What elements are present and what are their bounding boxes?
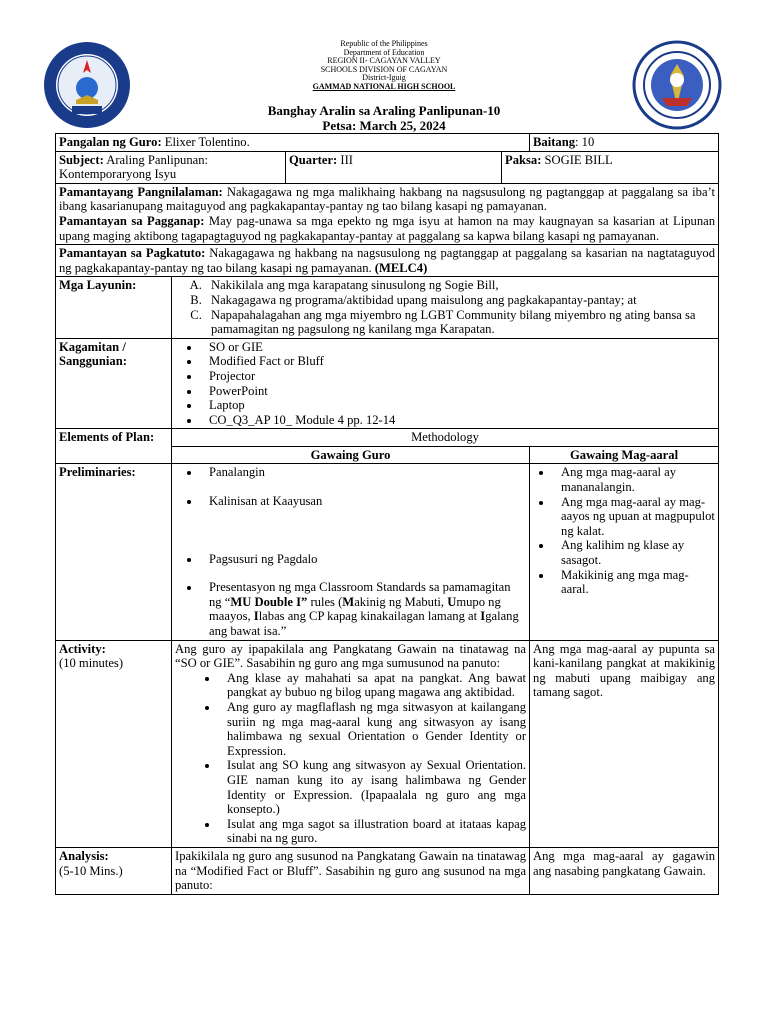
preliminaries-row <box>56 464 719 640</box>
teacher-step: • Kalinisan at Kaayusan <box>201 494 526 509</box>
teacher-step: • Presentasyon ng mga Classroom Standards sa pamamagitan ng “MU Double I” rules (Makinig ng Mabuti, Umupo ng maayos, Ilabas ang CP kapag kinakailagan lamang at Igalang ang bawat isa.” <box>201 580 526 638</box>
analysis-label: Analysis: <box>59 848 109 863</box>
student-step: • Ang mga mag-aaral ay mag-aayos ng upuan at magpupulot ng kalat. <box>553 495 715 539</box>
objective-item: C. Napapahalagahan ang mga miyembro ng LGBT Community bilang miyembro ng ating bansa sa pamamagitan ng pagsulong ng kanilang mga Karapatan. <box>205 308 715 337</box>
learning-competency-row <box>56 245 719 277</box>
student-column-header: Gawaing Mag-aaral <box>530 446 719 464</box>
analysis-time: (5-10 Mins.) <box>59 863 123 878</box>
lesson-plan-table <box>55 133 719 895</box>
teacher-column-header: Gawaing Guro <box>172 446 530 464</box>
activity-step: • Isulat ang SO kung ang sitwasyon ay Sexual Orientation. GIE naman kung ito ay isang halimbawa ng Gender Identity or Expression. (Ipapaalala ng guro ang mga konsepto.) <box>219 758 526 816</box>
elements-label: Elements of Plan: <box>56 429 172 464</box>
activity-row <box>56 640 719 847</box>
analysis-label-cell <box>56 847 172 894</box>
content-standard: Pamantayang Pangnilalaman: Nakagagawa ng mga malikhaing hakbang na nagsusulong ng pagtanggap at paggalang sa iba’t ibang kasarianupang maitaguyod ang pagkakapantay-pantay ng tao bilang kasapi ng pamayanan. <box>59 184 716 214</box>
activity-student-cell: Ang mga mag-aaral ay pupunta sa kani-kanilang pangkat at makikinig ng mabuti upang maibigay ang tamang sagot. <box>530 640 719 847</box>
preliminaries-student-cell <box>530 464 719 640</box>
activity-step: • Ang klase ay mahahati sa apat na pangkat. Ang bawat pangkat ay bubuo ng bilog upang magawa ang aktibidad. <box>219 671 526 700</box>
topic-cell: Paksa: SOGIE BILL <box>502 151 719 183</box>
performance-standard: Pamantayan sa Pagganap: May pag-unawa sa mga epekto ng mga isyu at hamon na may kaugnayan sa kasarian at Lipunan upang maging aktibong tagapagtaguyod ng pagkakapantay-pantay at paggalang sa kapwa bilang kasapi ng pamayanan. <box>59 213 716 243</box>
analysis-student-cell: Ang mga mag-aaral ay gagawin ang nasabing pangkatang Gawain. <box>530 847 719 894</box>
teacher-step: • Pagsusuri ng Pagdalo <box>201 552 526 567</box>
methodology-label: Methodology <box>172 429 719 447</box>
material-item: • PowerPoint <box>201 384 715 399</box>
preliminaries-student-list <box>533 465 715 596</box>
header-line: REGION II- CAGAYAN VALLEY <box>327 56 441 65</box>
material-item: • CO_Q3_AP 10_ Module 4 pp. 12-14 <box>201 413 715 428</box>
activity-label-cell <box>56 640 172 847</box>
subject-row <box>56 151 719 183</box>
document-title: Banghay Aralin sa Araling Panlipunan-10 <box>267 103 501 118</box>
methodology-header-row <box>56 429 719 447</box>
activity-teacher-cell <box>172 640 530 847</box>
materials-label: Kagamitan / Sanggunian: <box>56 338 172 429</box>
objectives-cell <box>172 277 719 338</box>
header-text-block <box>234 40 534 91</box>
grade-cell: Baitang: 10 <box>530 134 719 152</box>
preliminaries-teacher-list <box>175 465 526 638</box>
objective-item: B. Nakagagawa ng programa/aktibidad upang maisulong ang pagkakapantay-pantay; at <box>205 293 715 308</box>
subject-cell: Subject: Araling Panlipunan: Kontemporaryong Isyu <box>56 151 286 183</box>
analysis-teacher-cell: Ipakikilala ng guro ang susunod na Pangkatang Gawain na tinatawag na “Modified Fact or Bluff”. Sasabihin ng guro ang susunod na mga panuto: <box>172 847 530 894</box>
header-line: District-Iguig <box>362 73 406 82</box>
header-line: Republic of the Philippines <box>340 39 428 48</box>
teacher-cell: Pangalan ng Guro: Elixer Tolentino. <box>56 134 530 152</box>
header-line: Department of Education <box>343 47 425 57</box>
quarter-cell: Quarter: III <box>286 151 502 183</box>
materials-list <box>175 340 715 428</box>
learning-competency-cell: Pamantayan sa Pagkatuto: Nakagagawa ng hakbang na nagsusulong ng pagtanggap at paggalang sa kasarian na nagtataguyod ng pagkakapantay-pantay ng tao bilang kasapi ng pamayanan. (MELC4) <box>56 245 719 277</box>
objective-item: A. Nakikilala ang mga karapatang sinusulong ng Sogie Bill, <box>205 278 715 293</box>
student-step: • Ang mga mag-aaral ay mananalangin. <box>553 465 715 494</box>
preliminaries-teacher-cell <box>172 464 530 640</box>
header-line: SCHOOLS DIVISION OF CAGAYAN <box>320 64 448 74</box>
objectives-row <box>56 277 719 338</box>
activity-step: • Ang guro ay magflaflash ng mga sitwasyon at kailangang suriin ng mga mag-aaral kung ang sitwasyon ay isang halimbawa ng sexual Orientation o Gender Identity or Expression. <box>219 700 526 758</box>
activity-time: (10 minutes) <box>59 656 124 671</box>
teacher-step: • Panalangin <box>201 465 526 480</box>
school-name: GAMMAD NATIONAL HIGH SCHOOL <box>312 81 456 91</box>
objectives-list <box>175 278 715 336</box>
content-standard-row <box>56 183 719 244</box>
material-item: • Modified Fact or Bluff <box>201 354 715 369</box>
material-item: • Projector <box>201 369 715 384</box>
content-standard-cell <box>56 183 719 244</box>
material-item: • Laptop <box>201 398 715 413</box>
teacher-row <box>56 134 719 152</box>
materials-cell <box>172 338 719 429</box>
activity-label: Activity: <box>59 641 106 656</box>
activity-intro: Ang guro ay ipapakilala ang Pangkatang Gawain na tinatawag na “SO or GIE”. Sasabihin ng guro ang mga sumusunod na panuto: <box>175 641 527 671</box>
objectives-label: Mga Layunin: <box>56 277 172 338</box>
document-date: Petsa: March 25, 2024 <box>322 118 446 133</box>
preliminaries-label: Preliminaries: <box>56 464 172 640</box>
analysis-row <box>56 847 719 894</box>
material-item: • SO or GIE <box>201 340 715 355</box>
materials-row <box>56 338 719 429</box>
student-step: • Makikinig ang mga mag-aaral. <box>553 568 715 597</box>
activity-steps <box>175 671 526 846</box>
student-step: • Ang kalihim ng klase ay sasagot. <box>553 538 715 567</box>
activity-step: • Isulat ang mga sagot sa illustration board at itataas kapag sinabi na ng guro. <box>219 817 526 846</box>
